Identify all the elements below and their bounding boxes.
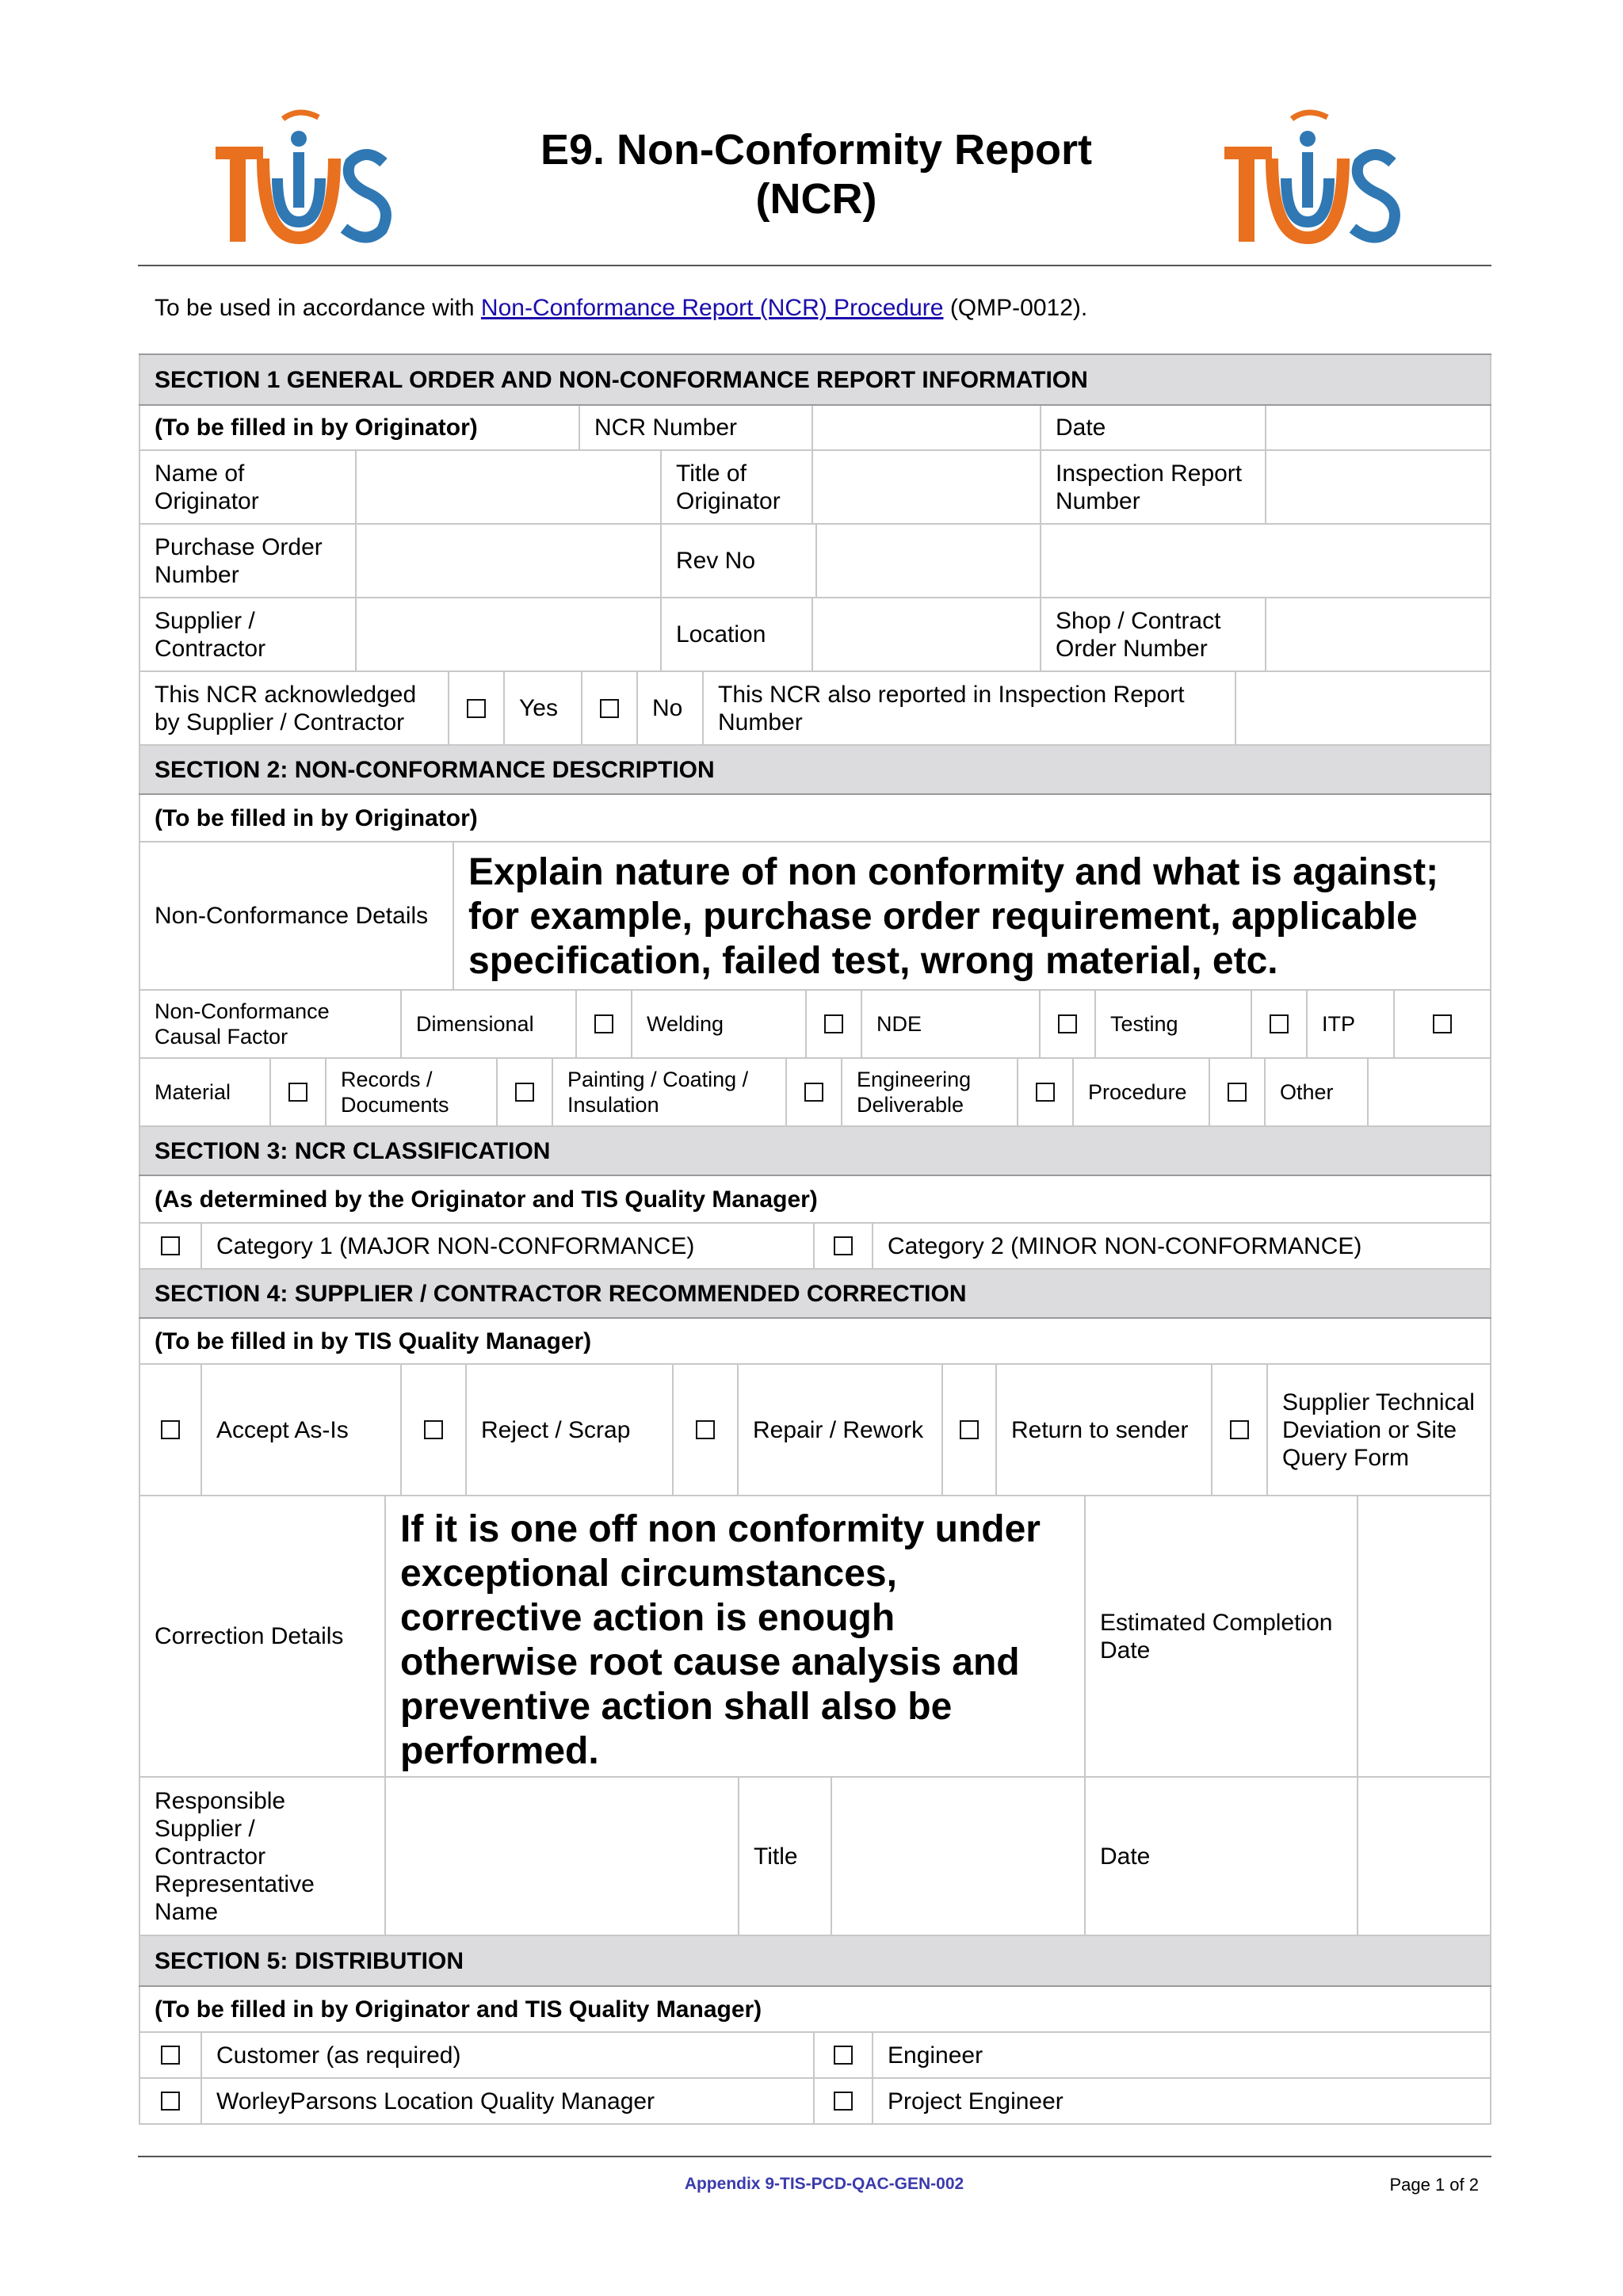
- factor-procedure-checkbox[interactable]: [1228, 1083, 1247, 1102]
- section1-filled-by: (To be filled in by Originator): [139, 406, 579, 449]
- factor-other-field[interactable]: [1367, 1059, 1491, 1125]
- distribution-row-2: [139, 2079, 1491, 2125]
- acknowledged-row: [139, 672, 1491, 746]
- correction-details-label: Correction Details: [139, 1496, 384, 1776]
- intro-suffix: (QMP-0012).: [943, 295, 1088, 321]
- factor-procedure-label: Procedure: [1072, 1059, 1209, 1125]
- estimated-completion-label: Estimated Completion Date: [1084, 1496, 1357, 1776]
- factor-engineering-checkbox[interactable]: [1036, 1083, 1055, 1102]
- reject-scrap-checkbox[interactable]: [424, 1420, 443, 1439]
- name-of-originator-label: Name of Originator: [139, 451, 355, 523]
- return-to-sender-label: Return to sender: [995, 1365, 1211, 1495]
- title-of-originator-field[interactable]: [812, 451, 1040, 523]
- factor-records-checkbox[interactable]: [515, 1083, 534, 1102]
- acknowledged-no-checkbox[interactable]: [600, 699, 619, 718]
- responsible-row: [139, 1778, 1491, 1936]
- factor-material-checkbox[interactable]: [288, 1083, 307, 1102]
- footer-divider: [138, 2156, 1491, 2157]
- factor-testing-checkbox[interactable]: [1270, 1014, 1289, 1033]
- supplier-contractor-field[interactable]: [355, 598, 660, 670]
- category1-label: Category 1 (MAJOR NON-CONFORMANCE): [200, 1224, 813, 1268]
- section3-determined-by: (As determined by the Originator and TIS Quality Manager): [139, 1176, 1491, 1222]
- inspection-report-number-label: Inspection Report Number: [1040, 451, 1265, 523]
- location-quality-manager-checkbox[interactable]: [161, 2092, 180, 2111]
- section5-header: [139, 1936, 1491, 1987]
- supplier-contractor-label: Supplier / Contractor: [139, 598, 355, 670]
- responsible-label: Responsible Supplier / Contractor Representative Name: [139, 1778, 384, 1935]
- repair-rework-label: Repair / Rework: [737, 1365, 941, 1495]
- accept-as-is-label: Accept As-Is: [200, 1365, 400, 1495]
- shop-contract-order-number-field[interactable]: [1265, 598, 1491, 670]
- factor-material-label: Material: [139, 1059, 269, 1125]
- purchase-order-number-label: Purchase Order Number: [139, 525, 355, 597]
- section5-filled-by: (To be filled in by Originator and TIS Quality Manager): [139, 1987, 1491, 2031]
- section3-heading: SECTION 3: NCR CLASSIFICATION: [139, 1127, 1491, 1175]
- factor-painting-checkbox[interactable]: [804, 1083, 823, 1102]
- factor-other-label: Other: [1264, 1059, 1367, 1125]
- section5-filled-by-row: [139, 1987, 1491, 2033]
- category2-checkbox[interactable]: [834, 1236, 853, 1255]
- tis-logo-left: [208, 103, 406, 254]
- purchase-order-row: [139, 525, 1491, 598]
- footer-document-code: Appendix 9-TIS-PCD-QAC-GEN-002: [684, 2175, 964, 2193]
- causal-factor-row-2: [139, 1059, 1491, 1127]
- inspection-report-number-field[interactable]: [1265, 451, 1491, 523]
- no-label: No: [636, 672, 702, 744]
- factor-records-label: Records / Documents: [325, 1059, 496, 1125]
- ncr-number-label: NCR Number: [579, 406, 812, 449]
- customer-checkbox[interactable]: [161, 2046, 180, 2065]
- responsible-title-label: Title: [738, 1778, 831, 1935]
- section4-filled-by-row: [139, 1319, 1491, 1365]
- tis-logo-right: [1216, 103, 1415, 254]
- acknowledged-label: This NCR acknowledged by Supplier / Contractor: [139, 672, 448, 744]
- section3-header: [139, 1127, 1491, 1176]
- responsible-title-field[interactable]: [831, 1778, 1084, 1935]
- date-field[interactable]: [1265, 406, 1491, 449]
- category2-label: Category 2 (MINOR NON-CONFORMANCE): [872, 1224, 1491, 1268]
- section5-heading: SECTION 5: DISTRIBUTION: [139, 1936, 1491, 1985]
- purchase-order-blank: [1040, 525, 1491, 597]
- non-conformance-details-row: [139, 842, 1491, 991]
- repair-rework-checkbox[interactable]: [696, 1420, 715, 1439]
- section2-filled-by-row: [139, 795, 1491, 842]
- page-title: [444, 125, 1189, 223]
- supplier-row: [139, 598, 1491, 672]
- section2-heading: SECTION 2: NON-CONFORMANCE DESCRIPTION: [139, 746, 1491, 793]
- factor-nde-checkbox[interactable]: [1058, 1014, 1077, 1033]
- yes-label: Yes: [503, 672, 581, 744]
- intro-text: [155, 295, 1087, 322]
- correction-details-row: [139, 1496, 1491, 1778]
- customer-label: Customer (as required): [200, 2033, 813, 2077]
- rev-no-field[interactable]: [815, 525, 1040, 597]
- location-quality-manager-label: WorleyParsons Location Quality Manager: [200, 2079, 813, 2123]
- responsible-field[interactable]: [384, 1778, 738, 1935]
- header-divider: [138, 265, 1491, 266]
- name-of-originator-field[interactable]: [355, 451, 660, 523]
- section2-header: [139, 746, 1491, 795]
- return-to-sender-checkbox[interactable]: [960, 1420, 979, 1439]
- non-conformance-details-label: Non-Conformance Details: [139, 842, 453, 989]
- purchase-order-number-field[interactable]: [355, 525, 660, 597]
- section4-heading: SECTION 4: SUPPLIER / CONTRACTOR RECOMMENDED CORRECTION: [139, 1270, 1491, 1317]
- section3-determined-by-row: [139, 1176, 1491, 1224]
- engineer-label: Engineer: [872, 2033, 1491, 2077]
- factor-welding-label: Welding: [631, 991, 805, 1057]
- footer-page-number: Page 1 of 2: [1389, 2175, 1479, 2195]
- shop-contract-order-number-label: Shop / Contract Order Number: [1040, 598, 1265, 670]
- section1-header: [139, 355, 1491, 406]
- supplier-deviation-label: Supplier Technical Deviation or Site Query Form: [1266, 1365, 1491, 1495]
- section2-filled-by: (To be filled in by Originator): [139, 795, 1491, 841]
- factor-testing-label: Testing: [1094, 991, 1251, 1057]
- section4-filled-by: (To be filled in by TIS Quality Manager): [139, 1319, 1491, 1363]
- non-conformance-details-field[interactable]: Explain nature of non conformity and what is against; for example, purchase order requirement, applicable specification, failed test, wrong material, etc.: [453, 842, 1491, 989]
- section1-filled-by-row: [139, 406, 1491, 451]
- section4-header: [139, 1270, 1491, 1319]
- factor-itp-label: ITP: [1306, 991, 1393, 1057]
- classification-row: [139, 1224, 1491, 1270]
- reject-scrap-label: Reject / Scrap: [465, 1365, 672, 1495]
- location-field[interactable]: [812, 598, 1040, 670]
- estimated-completion-field[interactable]: [1357, 1496, 1491, 1776]
- responsible-date-field[interactable]: [1357, 1778, 1491, 1935]
- correction-details-field[interactable]: If it is one off non conformity under exceptional circumstances, corrective action is enough otherwise root cause analysis and preventive action shall also be performed.: [384, 1496, 1084, 1776]
- factor-engineering-label: Engineering Deliverable: [841, 1059, 1017, 1125]
- factor-dimensional-label: Dimensional: [400, 991, 575, 1057]
- ncr-number-field[interactable]: [812, 406, 1040, 449]
- factor-dimensional-checkbox[interactable]: [594, 1014, 613, 1033]
- causal-factor-label: Non-Conformance Causal Factor: [139, 991, 400, 1057]
- correction-options-row: [139, 1365, 1491, 1496]
- location-label: Location: [660, 598, 812, 670]
- project-engineer-label: Project Engineer: [872, 2079, 1491, 2123]
- causal-factor-row-1: [139, 991, 1491, 1059]
- acknowledged-yes-checkbox[interactable]: [467, 699, 486, 718]
- also-reported-label: This NCR also reported in Inspection Report Number: [702, 672, 1235, 744]
- project-engineer-checkbox[interactable]: [834, 2092, 853, 2111]
- factor-itp-checkbox[interactable]: [1433, 1014, 1452, 1033]
- responsible-date-label: Date: [1084, 1778, 1357, 1935]
- factor-painting-label: Painting / Coating / Insulation: [552, 1059, 785, 1125]
- ncr-procedure-link[interactable]: Non-Conformance Report (NCR) Procedure: [480, 295, 944, 321]
- distribution-row-1: [139, 2033, 1491, 2079]
- intro-prefix: To be used in accordance with: [155, 295, 481, 321]
- category1-checkbox[interactable]: [161, 1236, 180, 1255]
- also-reported-field[interactable]: [1235, 672, 1491, 744]
- section1-heading: SECTION 1 GENERAL ORDER AND NON-CONFORMANCE REPORT INFORMATION: [139, 355, 1491, 404]
- title-line-1: E9. Non-Conformity Report: [540, 126, 1092, 174]
- title-line-2: (NCR): [755, 175, 877, 223]
- ncr-form-grid: [139, 353, 1491, 2125]
- accept-as-is-checkbox[interactable]: [161, 1420, 180, 1439]
- title-of-originator-label: Title of Originator: [660, 451, 812, 523]
- factor-welding-checkbox[interactable]: [824, 1014, 843, 1033]
- engineer-checkbox[interactable]: [834, 2046, 853, 2065]
- rev-no-label: Rev No: [660, 525, 815, 597]
- originator-row: [139, 451, 1491, 525]
- date-label: Date: [1040, 406, 1265, 449]
- supplier-deviation-checkbox[interactable]: [1230, 1420, 1249, 1439]
- factor-nde-label: NDE: [861, 991, 1039, 1057]
